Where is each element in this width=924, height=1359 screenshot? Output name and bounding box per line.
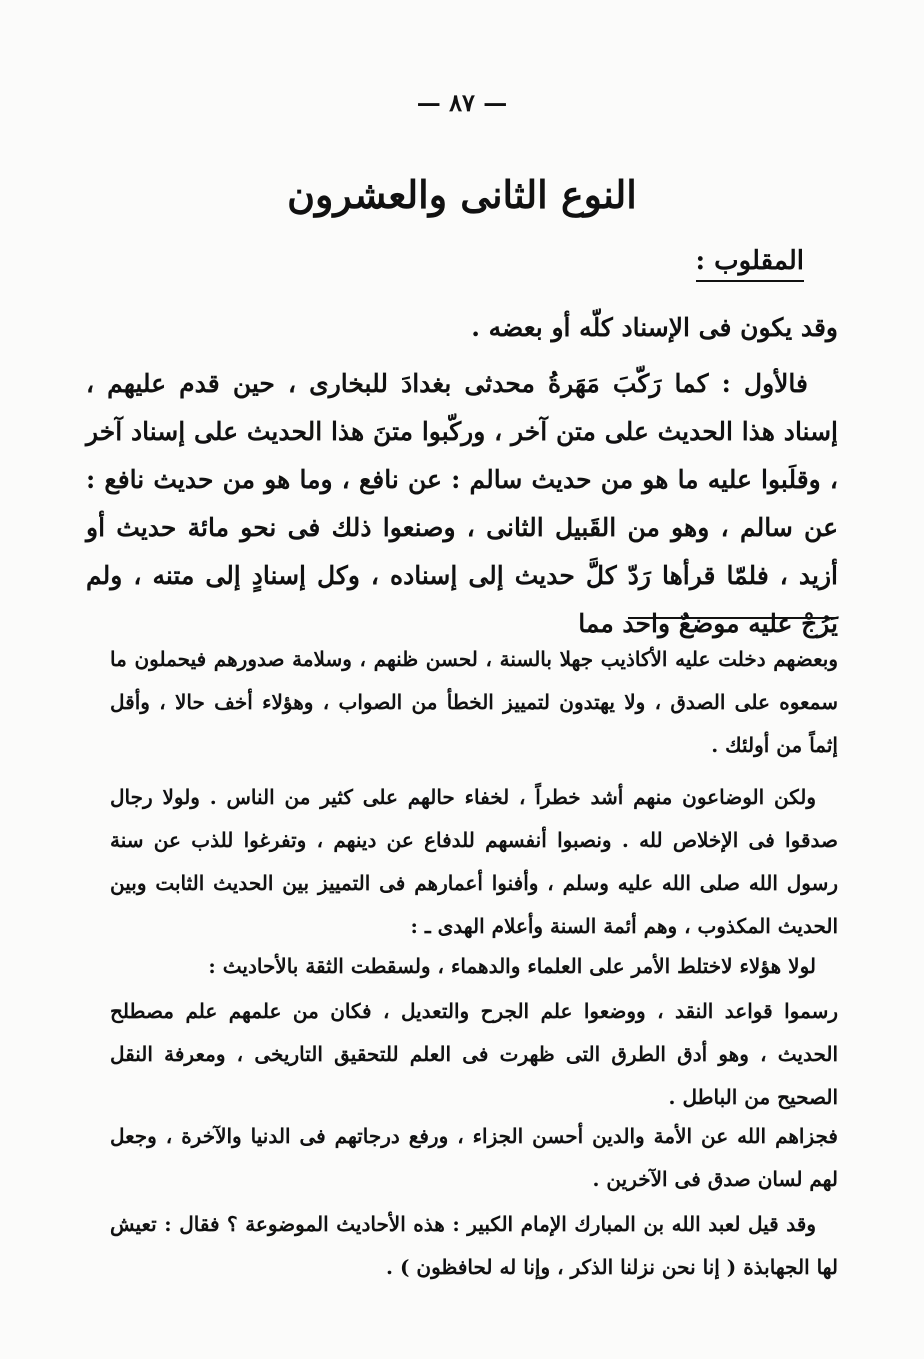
footnote-separator: [628, 617, 838, 619]
footnote-paragraph: وبعضهم دخلت عليه الأكاذيب جهلا بالسنة ، لحسن ظنهم ، وسلامة صدورهم فيحملون ما سمعوه على الصدق ، ولا يهتدون لتمييز الخطأ من الصواب ، وهؤلاء أخف حالا ، وأقل إثماً من أولئك .: [110, 647, 838, 757]
footnote-paragraph: لولا هؤلاء لاختلط الأمر على العلماء والدهماء ، ولسقطت الثقة بالأحاديث :: [208, 954, 816, 978]
footnote-paragraph: رسموا قواعد النقد ، ووضعوا علم الجرح والتعديل ، فكان من علمهم علم مصطلح الحديث ، وهو أدق الطرق التى ظهرت فى العلم للتحقيق التاريخى ، ومعرفة النقل الصحيح من الباطل .: [110, 999, 838, 1109]
main-paragraph: فالأول : كما رَكّبَ مَهَرةُ محدثى بغدادَ للبخارى ، حين قدم عليهم ، إسناد هذا الحديث على متن آخر ، وركّبوا متنَ هذا الحديث على إسناد آخر ، وقلَبوا عليه ما هو من حديث سالم : عن نافع ، وما هو من حديث نافع : عن سالم ، وهو من القَبيل الثانى ، وصنعوا ذلك فى نحو مائة حديث أو أزيد ، فلمّا قرأها رَدّ كلَّ حديث إلى إسناده ، وكل إسنادٍ إلى متنه ، ولم يَرُجْ عليه موضعٌ واحد مما: [86, 369, 838, 638]
chapter-title: النوع الثانى والعشرون: [287, 172, 637, 217]
footnote-paragraph: ولكن الوضاعون منهم أشد خطراً ، لخفاء حالهم على كثير من الناس . ولولا رجال صدقوا فى الإخلاص لله . ونصبوا أنفسهم للدفاع عن دينهم ، وتفرغوا للذب عن سنة رسول الله صلى الله عليه وسلم ، وأفنوا أعمارهم فى التمييز بين الحديث الثابت وبين الحديث المكذوب ، وهم أئمة السنة وأعلام الهدى ـ :: [110, 785, 838, 938]
section-heading: المقلوب :: [696, 246, 805, 282]
page-number: — ٨٧ —: [416, 88, 508, 117]
footnote-paragraph: وقد قيل لعبد الله بن المبارك الإمام الكبير : هذه الأحاديث الموضوعة ؟ فقال : تعيش لها الجهابذة ( إنا نحن نزلنا الذكر ، وإنا له لحافظون ) .: [110, 1212, 838, 1279]
footnote-paragraph: فجزاهم الله عن الأمة والدين أحسن الجزاء ، ورفع درجاتهم فى الدنيا والآخرة ، وجعل لهم لسان صدق فى الآخرين .: [110, 1124, 838, 1191]
intro-line: وقد يكون فى الإسناد كلّه أو بعضه .: [471, 313, 838, 342]
